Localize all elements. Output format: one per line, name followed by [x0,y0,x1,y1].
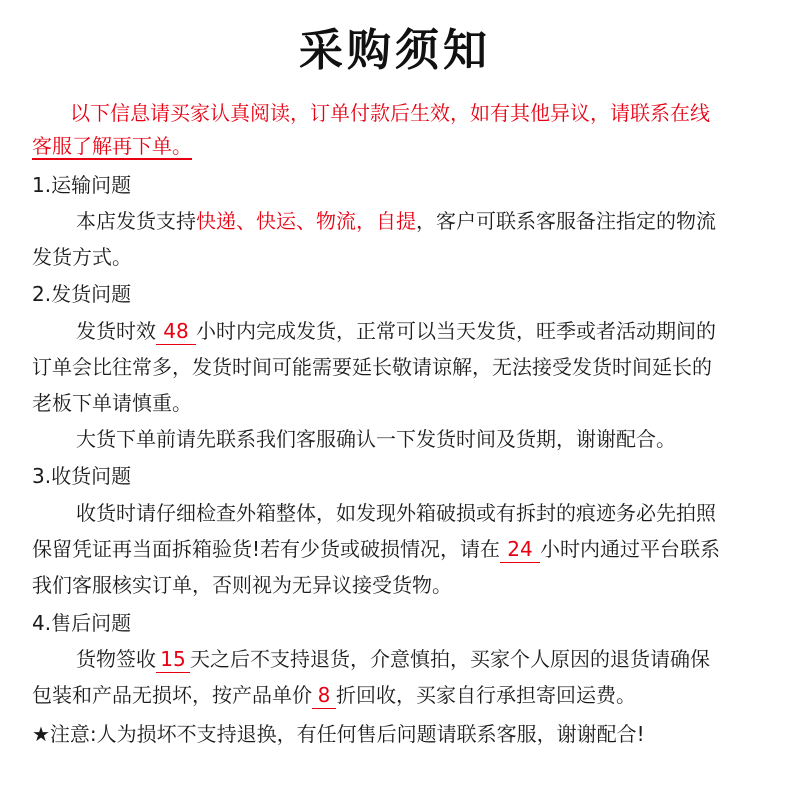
shipping-methods: 快递、快运、物流，自提 [196,209,416,233]
receiving-hours-value: 24 [500,536,540,563]
shipping-text-b: ，客户可联系客服备注指定的物流 [416,209,716,233]
section-heading-after-sales: 4.售后问题 [32,611,132,635]
shipping-text-a: 本店发货支持 [76,209,196,233]
after-sales-text-b: 天之后不支持退货，介意慎拍，买家个人原因的退货请确保 [190,647,710,671]
notice-line-1: 以下信息请买家认真阅读，订单付款后生效，如有其他异议，请联系在线 [70,101,710,125]
receiving-text-b: 保留凭证再当面拆箱验货!若有少货或破损情况，请在 [32,537,501,561]
delivery-text-a: 发货时效 [76,319,156,343]
page-title: 采购须知 [299,25,491,76]
notice-line-2: 客服了解再下单。 [32,134,192,158]
delivery-paragraph-line-2: 订单会比往常多，发货时间可能需要延长敬请谅解，无法接受发货时间延长的 [32,355,712,379]
return-days-value: 15 [156,646,190,673]
delivery-text-b: 小时内完成发货，正常可以当天发货，旺季或者活动期间的 [196,319,716,343]
receiving-paragraph-line-2 [32,531,720,567]
section-heading-shipping: 1.运输问题 [32,173,132,197]
after-sales-text-a: 货物签收 [76,647,156,671]
bulk-order-paragraph: 大货下单前请先联系我们客服确认一下发货时间及货期，谢谢配合。 [76,427,676,451]
section-heading-delivery: 2.发货问题 [32,282,132,306]
shipping-paragraph-line [76,203,716,239]
after-sales-paragraph-line-2 [32,677,636,713]
after-sales-text-c: 包装和产品无损坏，按产品单价 [32,683,312,707]
delivery-paragraph-line [76,313,716,349]
footer-note: ★注意:人为损坏不支持退换，有任何售后问题请联系客服，谢谢配合! [32,722,645,746]
after-sales-text-d: 折回收，买家自行承担寄回运费。 [336,683,636,707]
discount-value: 8 [312,682,336,709]
section-heading-receiving: 3.收货问题 [32,464,132,488]
after-sales-paragraph-line-1 [76,641,710,677]
receiving-paragraph-line-1: 收货时请仔细检查外箱整体，如发现外箱破损或有拆封的痕迹务必先拍照 [76,501,716,525]
receiving-paragraph-line-3: 我们客服核实订单，否则视为无异议接受货物。 [32,573,452,597]
delivery-hours-value: 48 [156,318,196,345]
delivery-paragraph-line-3: 老板下单请慎重。 [32,391,192,415]
shipping-paragraph-end: 发货方式。 [32,245,132,269]
receiving-text-c: 小时内通过平台联系 [540,537,721,561]
